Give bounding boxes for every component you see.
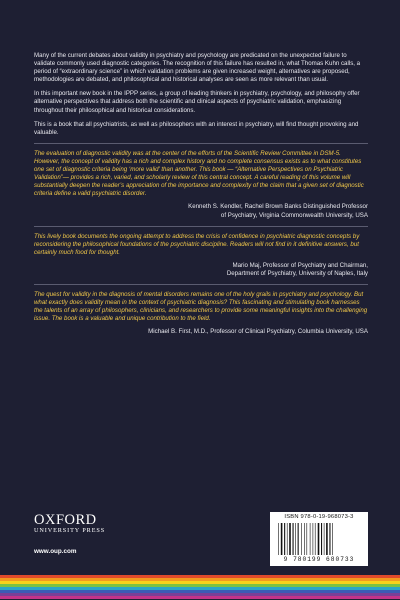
barcode-bar [289,523,291,555]
barcode-bar [281,523,283,555]
barcode-bar [278,523,279,555]
divider [34,284,368,285]
attribution-line: Kenneth S. Kendler, Rachel Brown Banks Distinguished Professor [188,203,368,211]
publisher-url: www.oup.com [34,548,77,555]
barcode-bar [326,523,328,555]
barcode-bar [284,523,285,555]
review-attribution [34,328,368,336]
barcode-bar [287,523,288,555]
attribution-line: of Psychiatry, Virginia Commonwealth University, USA [220,211,368,219]
barcode-bar [307,523,308,555]
barcode-bar [329,523,330,555]
divider [34,226,368,227]
barcode-bar [321,523,322,555]
color-stripe [0,596,400,599]
barcode-bar [332,523,333,555]
barcode-digits: 9 780199 680733 [283,556,355,563]
divider [34,143,368,144]
barcode-bar [298,523,299,555]
barcode-bar [293,523,294,555]
barcode-bars [278,523,362,555]
barcode-bar [324,523,325,555]
barcode-bar [318,523,320,555]
review-block [34,291,368,336]
review-quote: The evaluation of diagnostic validity was at the center of the efforts of the Scientific Review Committee in DSM-5. However, the concept of validity has a rich and complex history and no complete consensus exists as to what constitutes one set of diagnostic criteria being ‘more valid’ than another. This book — “Alternative Perspectives on Psychiatric Validation”— provides a rich, varied, and scholarly review of this central concept. A careful reading of this volume will substantially deepen the reader’s appreciation of the importance and complexity of the claim that a given set of diagnostic criteria define a valid psychiatric disorder. [34,149,364,198]
back-cover-text [34,52,368,337]
isbn-label: ISBN 978-0-19-968073-3 [284,514,354,520]
attribution-line: Mario Maj, Professor of Psychiatry and Chairman, [232,261,368,269]
publisher-logo [34,513,105,535]
review-attribution [34,203,368,219]
review-block [34,150,368,220]
color-stripes [0,575,400,600]
barcode-bar [304,523,305,555]
barcode-bar [313,523,314,555]
intro-paragraph: In this important new book in the IPPP series, a group of leading thinkers in psychiatry, psychology, and philosophy offer alternative perspectives that address both the scientific and clinical aspects of psychiatric validation, emphasizing throughout their philosophical and historical considerations. [34,90,360,114]
publisher-name: OXFORD [34,512,97,528]
barcode-bar [315,523,316,555]
intro-paragraph: This is a book that all psychiatrists, as well as philosophers with an interest in psychiatry, will find thought provoking and valuable. [34,120,359,136]
barcode-bar [301,523,302,555]
review-attribution [34,262,368,278]
attribution-line: Michael B. First, M.D., Professor of Clinical Psychiatry, Columbia University, USA [148,328,368,336]
barcode [270,512,368,566]
review-quote: The quest for validity in the diagnosis of mental disorders remains one of the holy grails in psychiatry and psychology. But what exactly does validity mean in the context of psychiatric diagnosis? This fascinating and stimulating book harnesses the talents of an array of philosophers, clinicians, and researchers to provide some meaningful insights into the challenging issue. The book is a valuable and unique contribution to the field. [34,291,368,323]
intro-paragraph: Many of the current debates about validity in psychiatry and psychology are predicated on the unexpected failure to validate commonly used diagnostic categories. The recognition of this failure has resulted in, what Thomas Kuhn calls, a period of “extraordinary science” in which validation problems are given increased weight, alternatives are proposed, methodologies are debated, and philosophical and historical analyses are seen as more relevant than usual. [34,52,361,84]
barcode-bar [310,523,311,555]
attribution-line: Department of Psychiatry, University of Naples, Italy [226,269,368,277]
publisher-subname: UNIVERSITY PRESS [34,527,106,534]
review-block [34,233,368,278]
review-quote: This lively book documents the ongoing attempt to address the crisis of confidence in psychiatric diagnostic concepts by reconsidering the philosophical foundations of the psychiatric discipline. Readers will not find in it definitive answers, but certainly much food for thought. [34,232,360,256]
barcode-bar [295,523,296,555]
